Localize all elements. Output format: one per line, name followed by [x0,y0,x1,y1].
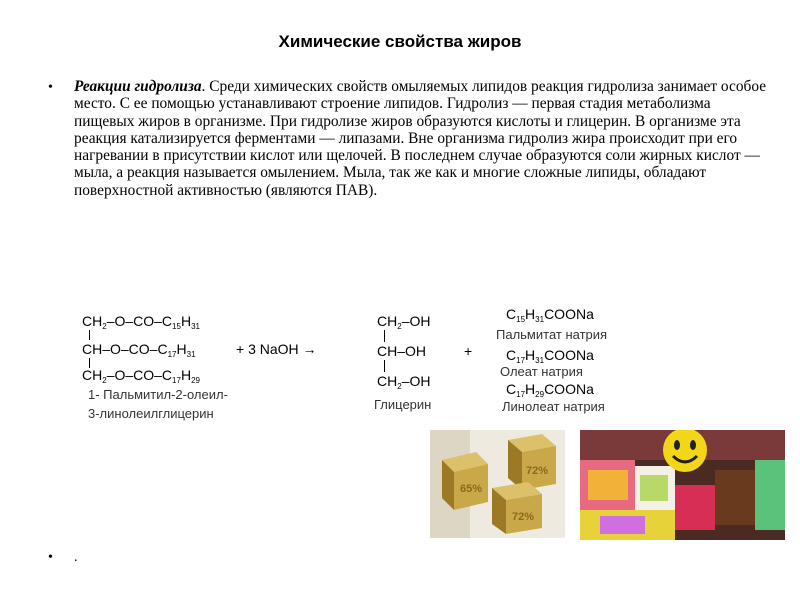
bond-line [384,360,385,372]
substrate-name-line-2: 3-линолеилглицерин [88,406,214,421]
laundry-soap-photo [430,430,565,538]
salt-name-2: Олеат натрия [500,364,583,379]
soap-label: 72% [512,511,535,523]
bullet-icon-2: • [48,550,53,565]
glycerol-line-2: CH–OH [377,343,427,359]
bond-line [89,330,90,340]
reagent-naoh: + 3 NaOH → [236,341,317,357]
salt-formula-2: $C_{17}H_{31}COONa$ [506,347,594,365]
paragraph-text: . Среди химических свойств омыляемых липидов реакция гидролиза занимает особое место. С ее помощью устанавливают строение липидов. Гидролиз — первая стадия метаболизма пищевых жиров в организме. При гидролизе жиров образуются кислоты и глицерин. В организме эта реакция катализируется ферментами — липазами. Вне организма гидролиз жира происходит при его нагревании в присутствии кислот или щелочей. В последнем случае образуются соли жирных кислот — мыла, а реакция называется омылением. Мыла, так же как и многие сложные липиды, обладают поверхностной активностью (являются ПАВ). [74,78,767,199]
substrate-name-line-1: 1- Пальмитил-2-олеил- [88,387,228,402]
soap-bar [442,452,488,510]
soap-bar [508,434,556,490]
soap-piece [715,470,755,525]
soap-piece [675,485,715,530]
formula-line-2: $CH-O-CO-C_{17}H_{31}$ [82,341,196,359]
soap-bar [492,482,542,534]
salt-name-3: Линолеат натрия [502,399,605,414]
soap-label: 72% [526,465,549,477]
glycerol-name: Глицерин [374,397,432,412]
formula-line-3: $CH_2-O-CO-C_{17}H_{29}$ [82,367,200,385]
bullet-icon: • [48,80,53,95]
smiley-icon [663,430,707,472]
slide-title: Химические свойства жиров [278,32,522,51]
plus-sign: + [464,343,473,359]
soap-label: 65% [460,483,483,495]
paragraph-lead: Реакции гидролиза [74,78,202,95]
glycerol-line-1: $CH_2-OH$ [377,313,431,331]
salt-formula-3: $C_{17}H_{29}COONa$ [506,381,594,399]
formula-line-1: $CH_2-O-CO-C_{15}H_{31}$ [82,313,200,331]
decorative-soaps-photo [580,430,785,540]
salt-formula-1: $C_{15}H_{31}COONa$ [506,306,594,324]
hydrolysis-paragraph [74,78,774,199]
glycerol-line-3: $CH_2-OH$ [377,373,431,391]
bond-line [384,330,385,342]
second-bullet-text: . [74,550,78,565]
salt-name-1: Пальмитат натрия [496,327,608,342]
soap-piece [755,460,785,530]
